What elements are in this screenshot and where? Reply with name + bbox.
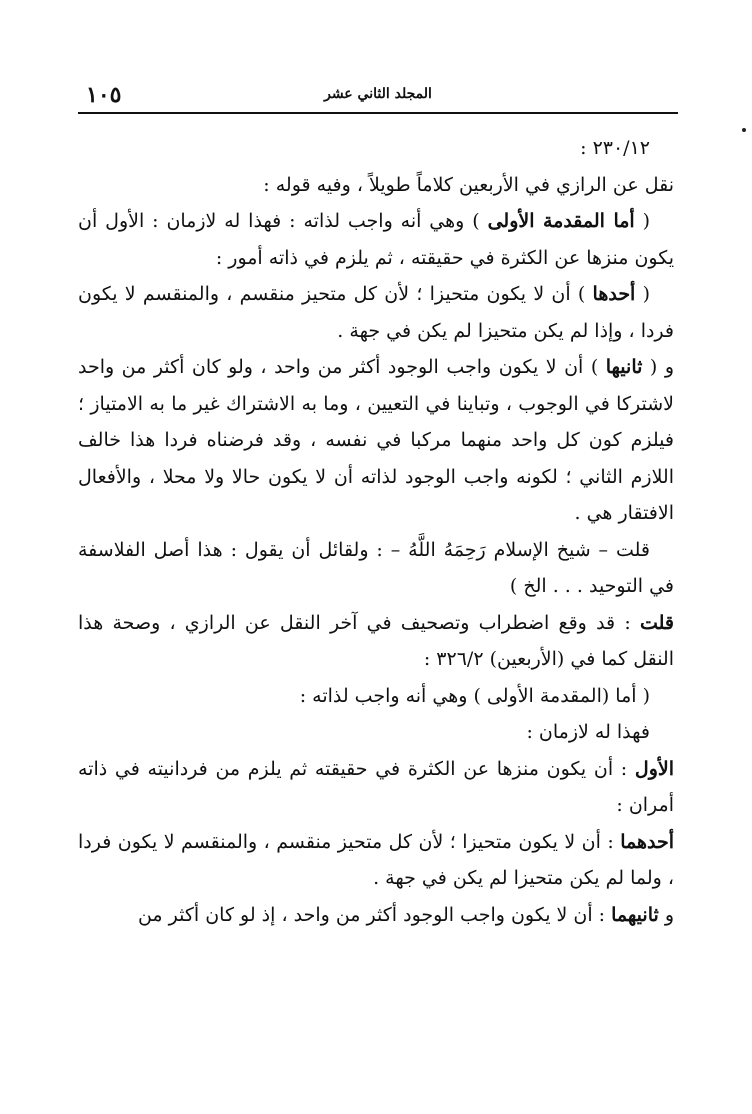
paragraph-sheikh-response: قلت – شيخ الإسلام رَحِمَهُ اللَّهُ – : ولقائل أن يقول : هذا أصل الفلاسفة في التوحيد . . . الخ ) bbox=[78, 538, 674, 597]
bold-term: أحدهما bbox=[620, 830, 674, 853]
reference-line: ٢٣٠/١٢ : bbox=[580, 137, 650, 159]
bold-term: ثانيهما bbox=[611, 903, 659, 926]
paragraph-first-premise: ( أما المقدمة الأولى ) وهي أنه واجب لذاته : فهذا له لازمان : الأول أن يكون منزها عن الكثرة في حقيقته ، ثم يلزم في ذاته أمور : bbox=[78, 210, 674, 269]
bold-term: الأول bbox=[634, 757, 674, 780]
paragraph-first-implication: الأول : أن يكون منزها عن الكثرة في حقيقته ثم يلزم من فردانيته في ذاته أمران : bbox=[78, 757, 674, 816]
paragraph-first-point: ( أحدها ) أن لا يكون متحيزا ؛ لأن كل متحيز منقسم ، والمنقسم لا يكون فردا ، وإذا لم يكن متحيزا لم يكن في جهة . bbox=[78, 283, 674, 342]
paragraph-first-of-two: أحدهما : أن لا يكون متحيزا ؛ لأن كل متحيز منقسم ، والمنقسم لا يكون فردا ، ولما لم يكن متحيزا لم يكن في جهة . bbox=[78, 830, 674, 889]
margin-mark bbox=[742, 128, 746, 132]
running-title: المجلد الثاني عشر bbox=[324, 86, 432, 102]
body-text bbox=[78, 130, 674, 933]
paragraph-quote-open: ( أما (المقدمة الأولى ) وهي أنه واجب لذاته : bbox=[299, 684, 650, 707]
bold-term: قلت bbox=[639, 611, 674, 634]
page-number: ١٠٥ bbox=[86, 82, 122, 108]
bold-term: ثانيها bbox=[605, 356, 643, 378]
paragraph-intro: نقل عن الرازي في الأربعين كلاماً طويلاً ، وفيه قوله : bbox=[263, 173, 674, 196]
page-header bbox=[78, 82, 678, 112]
paragraph-editor-note: قلت : قد وقع اضطراب وتصحيف في آخر النقل عن الرازي ، وصحة هذا النقل كما في (الأربعين) ٣٢٦/٢ : bbox=[78, 611, 674, 670]
bold-term: أحدها bbox=[592, 283, 636, 305]
header-rule bbox=[78, 112, 678, 114]
bold-term: أما المقدمة الأولى bbox=[487, 210, 635, 232]
paragraph-two-implications: فهذا له لازمان : bbox=[526, 721, 650, 743]
paragraph-second-point: و ( ثانيها ) أن لا يكون واجب الوجود أكثر من واحد ، ولو كان أكثر من واحد لاشتركا في الوجوب ، وتباينا في التعيين ، وما به الاشتراك غير ما به الامتياز ؛ فيلزم كون كل واحد منهما مركبا في نفسه ، وقد فرضناه فردا هذا خالف اللازم الثاني ؛ لكونه واجب الوجود لذاته أن لا يكون حالا ولا محلا ، والأفعال الافتقار هي . bbox=[78, 356, 674, 524]
paragraph-second-of-two: و ثانيهما : أن لا يكون واجب الوجود أكثر من واحد ، إذ لو كان أكثر من bbox=[137, 903, 674, 926]
